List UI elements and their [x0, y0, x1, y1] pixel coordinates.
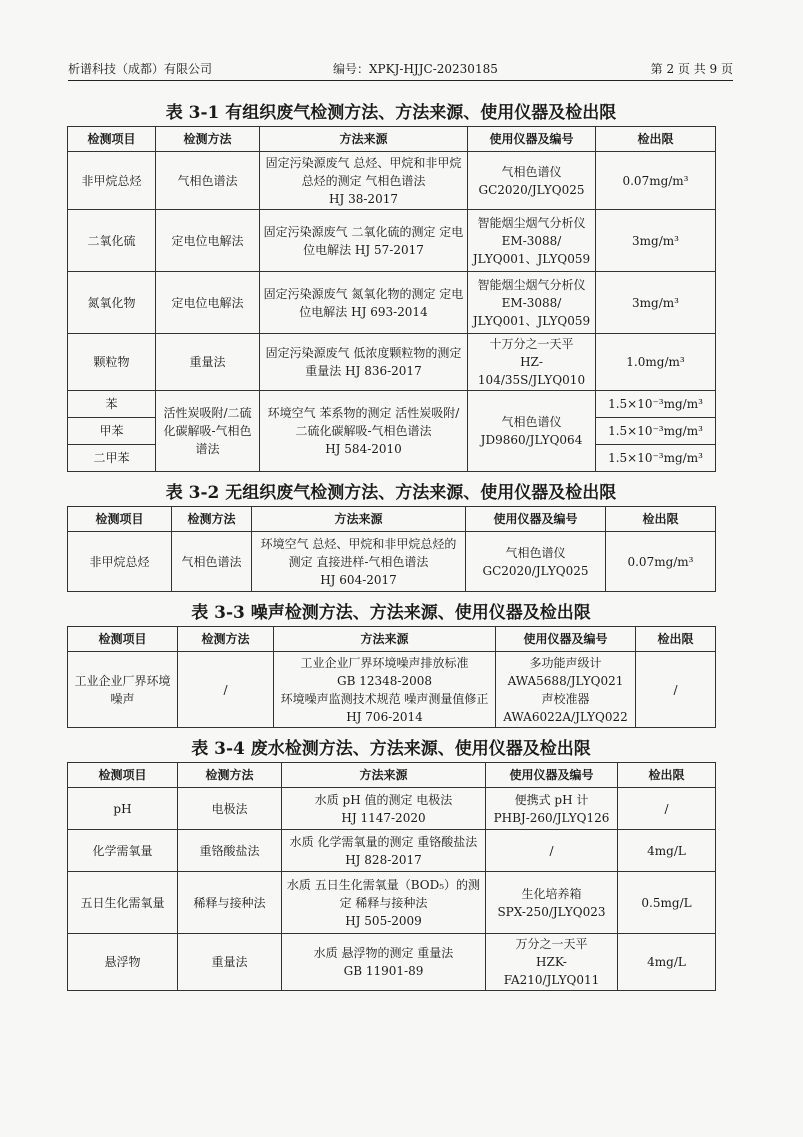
cell-item: 悬浮物: [68, 934, 178, 991]
cell-method: 定电位电解法: [156, 272, 260, 334]
cell-source: 水质 化学需氧量的测定 重铬酸盐法 HJ 828-2017: [282, 830, 486, 872]
cell-method: 活性炭吸附/二硫化碳解吸-气相色谱法: [156, 391, 260, 472]
cell-item: 五日生化需氧量: [68, 872, 178, 934]
col-header-method: 检测方法: [156, 127, 260, 152]
table-3-3-title: 表 3-3 噪声检测方法、方法来源、使用仪器及检出限: [191, 603, 591, 623]
col-header-limit: 检出限: [606, 507, 716, 532]
col-header-instrument: 使用仪器及编号: [486, 763, 618, 788]
cell-source: 固定污染源废气 总烃、甲烷和非甲烷总烃的测定 气相色谱法 HJ 38-2017: [260, 152, 468, 210]
cell-source: 环境空气 总烃、甲烷和非甲烷总烃的测定 直接进样-气相色谱法 HJ 604-2017: [252, 532, 466, 592]
company-name: 析谱科技（成都）有限公司: [68, 62, 213, 76]
cell-source: 环境空气 苯系物的测定 活性炭吸附/二硫化碳解吸-气相色谱法 HJ 584-2010: [260, 391, 468, 472]
cell-item: 非甲烷总烃: [68, 532, 172, 592]
cell-method: /: [178, 652, 274, 728]
cell-limit: 0.07mg/m³: [606, 532, 716, 592]
col-header-instrument: 使用仪器及编号: [468, 127, 596, 152]
cell-limit: 4mg/L: [618, 934, 716, 991]
cell-source: 水质 悬浮物的测定 重量法 GB 11901-89: [282, 934, 486, 991]
cell-instrument: 便携式 pH 计 PHBJ-260/JLYQ126: [486, 788, 618, 830]
cell-item: 非甲烷总烃: [68, 152, 156, 210]
cell-limit: 0.5mg/L: [618, 872, 716, 934]
table-row: [68, 334, 716, 391]
cell-limit: 1.5×10⁻³mg/m³: [596, 445, 716, 472]
cell-item: pH: [68, 788, 178, 830]
cell-limit: /: [636, 652, 716, 728]
cell-method: 重量法: [156, 334, 260, 391]
cell-method: 稀释与接种法: [178, 872, 282, 934]
col-header-item: 检测项目: [68, 127, 156, 152]
cell-limit: 0.07mg/m³: [596, 152, 716, 210]
cell-item: 颗粒物: [68, 334, 156, 391]
cell-item: 氮氧化物: [68, 272, 156, 334]
table-row: [68, 652, 716, 728]
table-3-2-title: 表 3-2 无组织废气检测方法、方法来源、使用仪器及检出限: [165, 483, 617, 503]
cell-source: 固定污染源废气 氮氧化物的测定 定电位电解法 HJ 693-2014: [260, 272, 468, 334]
col-header-item: 检测项目: [68, 763, 178, 788]
cell-item: 化学需氧量: [68, 830, 178, 872]
cell-method: 定电位电解法: [156, 210, 260, 272]
cell-source: 固定污染源废气 低浓度颗粒物的测定 重量法 HJ 836-2017: [260, 334, 468, 391]
table-header-row: [68, 763, 716, 788]
cell-source: 水质 五日生化需氧量（BOD₅）的测定 稀释与接种法 HJ 505-2009: [282, 872, 486, 934]
cell-limit: 1.5×10⁻³mg/m³: [596, 391, 716, 418]
cell-source: 水质 pH 值的测定 电极法 HJ 1147-2020: [282, 788, 486, 830]
report-number: 编号：XPKJ-HJJC-20230185: [333, 62, 498, 76]
col-header-source: 方法来源: [252, 507, 466, 532]
table-row: [68, 391, 716, 418]
col-header-method: 检测方法: [172, 507, 252, 532]
table-3-4-title: 表 3-4 废水检测方法、方法来源、使用仪器及检出限: [191, 739, 591, 759]
table-3-4: [67, 762, 716, 991]
page-header: [68, 58, 733, 81]
table-row: [68, 532, 716, 592]
table-row: [68, 830, 716, 872]
col-header-limit: 检出限: [636, 627, 716, 652]
cell-limit: 4mg/L: [618, 830, 716, 872]
cell-instrument: /: [486, 830, 618, 872]
cell-item: 工业企业厂界环境噪声: [68, 652, 178, 728]
col-header-source: 方法来源: [282, 763, 486, 788]
cell-item: 苯: [68, 391, 156, 418]
col-header-instrument: 使用仪器及编号: [496, 627, 636, 652]
table-3-3: [67, 626, 716, 728]
page-indicator: 第 2 页 共 9 页: [650, 62, 733, 76]
col-header-instrument: 使用仪器及编号: [466, 507, 606, 532]
cell-instrument: 气相色谱仪 JD9860/JLYQ064: [468, 391, 596, 472]
cell-method: 电极法: [178, 788, 282, 830]
table-3-2: [67, 506, 716, 592]
cell-instrument: 多功能声级计 AWA5688/JLYQ021 声校准器 AWA6022A/JLYQ022: [496, 652, 636, 728]
table-3-1-title: 表 3-1 有组织废气检测方法、方法来源、使用仪器及检出限: [165, 103, 617, 123]
table-row: [68, 934, 716, 991]
cell-instrument: 万分之一天平 HZK-FA210/JLYQ011: [486, 934, 618, 991]
col-header-item: 检测项目: [68, 627, 178, 652]
cell-method: 重铬酸盐法: [178, 830, 282, 872]
cell-source: 固定污染源废气 二氧化硫的测定 定电位电解法 HJ 57-2017: [260, 210, 468, 272]
cell-item: 甲苯: [68, 418, 156, 445]
cell-instrument: 智能烟尘烟气分析仪 EM-3088/ JLYQ001、JLYQ059: [468, 272, 596, 334]
table-row: [68, 788, 716, 830]
document-body: [67, 100, 715, 991]
cell-method: 气相色谱法: [156, 152, 260, 210]
table-row: [68, 272, 716, 334]
col-header-method: 检测方法: [178, 763, 282, 788]
cell-item: 二氧化硫: [68, 210, 156, 272]
cell-instrument: 智能烟尘烟气分析仪 EM-3088/ JLYQ001、JLYQ059: [468, 210, 596, 272]
cell-method: 气相色谱法: [172, 532, 252, 592]
table-header-row: [68, 127, 716, 152]
cell-instrument: 十万分之一天平 HZ-104/35S/JLYQ010: [468, 334, 596, 391]
cell-limit: 3mg/m³: [596, 272, 716, 334]
cell-method: 重量法: [178, 934, 282, 991]
cell-source: 工业企业厂界环境噪声排放标准 GB 12348-2008 环境噪声监测技术规范 噪声测量值修正 HJ 706-2014: [274, 652, 496, 728]
col-header-source: 方法来源: [274, 627, 496, 652]
table-row: [68, 210, 716, 272]
col-header-source: 方法来源: [260, 127, 468, 152]
cell-limit: /: [618, 788, 716, 830]
col-header-limit: 检出限: [618, 763, 716, 788]
table-header-row: [68, 507, 716, 532]
cell-limit: 1.0mg/m³: [596, 334, 716, 391]
table-row: [68, 872, 716, 934]
cell-instrument: 气相色谱仪 GC2020/JLYQ025: [466, 532, 606, 592]
col-header-method: 检测方法: [178, 627, 274, 652]
cell-instrument: 生化培养箱 SPX-250/JLYQ023: [486, 872, 618, 934]
cell-item: 二甲苯: [68, 445, 156, 472]
table-3-1: [67, 126, 716, 472]
cell-limit: 1.5×10⁻³mg/m³: [596, 418, 716, 445]
table-row: [68, 152, 716, 210]
cell-instrument: 气相色谱仪 GC2020/JLYQ025: [468, 152, 596, 210]
col-header-limit: 检出限: [596, 127, 716, 152]
cell-limit: 3mg/m³: [596, 210, 716, 272]
col-header-item: 检测项目: [68, 507, 172, 532]
table-header-row: [68, 627, 716, 652]
